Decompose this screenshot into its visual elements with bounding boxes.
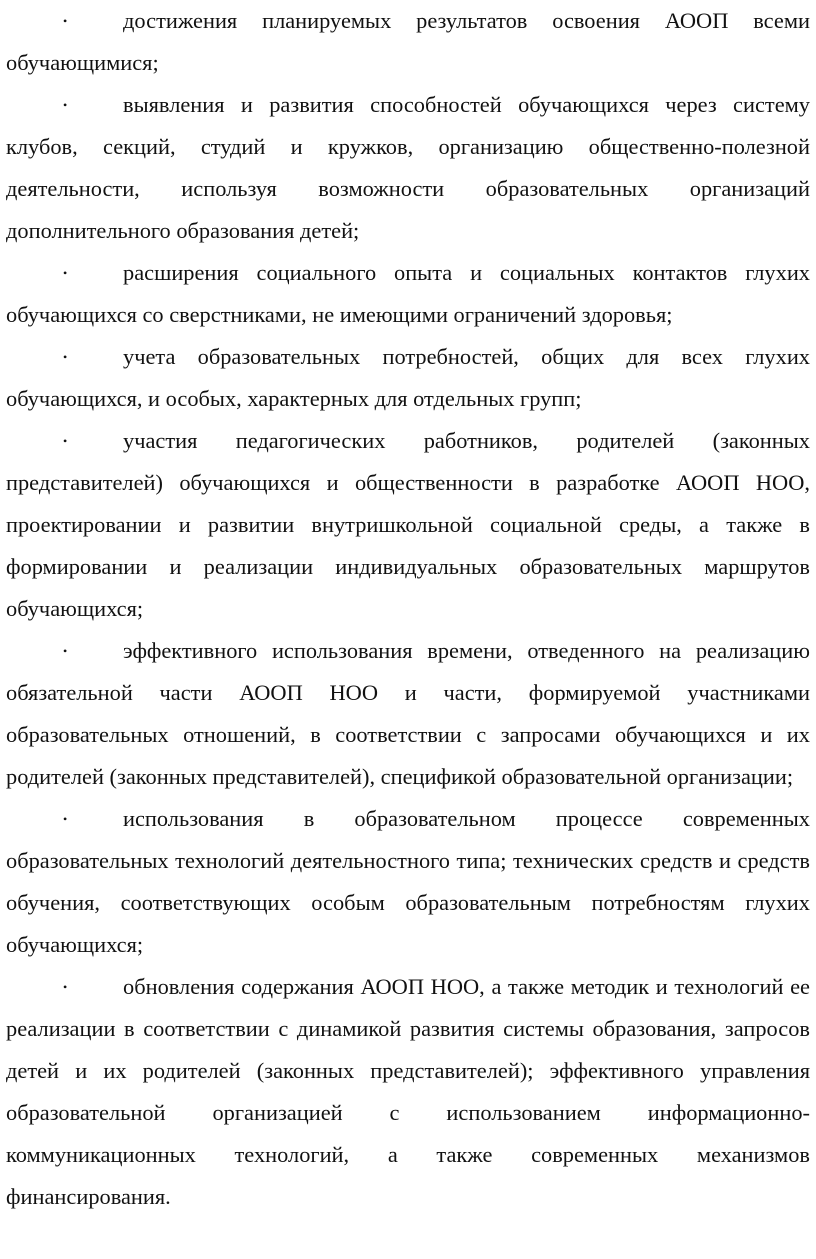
bullet-icon: • <box>63 98 68 112</box>
list-item-text: учета образовательных потребностей, общих для всех глухих обучающихся, и особых, характерных для отдельных групп; <box>6 344 810 411</box>
bullet-icon: • <box>63 434 68 448</box>
bullet-icon: • <box>63 812 68 826</box>
list-item <box>6 630 810 798</box>
list-item <box>6 420 810 630</box>
list-item <box>6 252 810 336</box>
bullet-icon: • <box>63 980 68 994</box>
list-item <box>6 798 810 966</box>
bullet-icon: • <box>63 350 68 364</box>
bullet-icon: • <box>63 266 68 280</box>
list-item <box>6 0 810 84</box>
list-item-text: расширения социального опыта и социальных контактов глухих обучающихся со сверстниками, не имеющими ограничений здоровья; <box>6 260 810 327</box>
list-item-text: участия педагогических работников, родителей (законных представителей) обучающихся и общественности в разработке АООП НОО, проектировании и развитии внутришкольной социальной среды, а также в формировании и реализации индивидуальных образовательных маршрутов обучающихся; <box>6 428 810 621</box>
list-item-text: эффективного использования времени, отведенного на реализацию обязательной части АООП НОО и части, формируемой участниками образовательных отношений, в соответствии с запросами обучающихся и их родителей (законных представителей), спецификой образовательной организации; <box>6 638 810 789</box>
list-item-text: использования в образовательном процессе современных образовательных технологий деятельностного типа; технических средств и средств обучения, соответствующих особым образовательным потребностям глухих обучающихся; <box>6 806 810 957</box>
list-item-text: выявления и развития способностей обучающихся через систему клубов, секций, студий и кружков, организацию общественно-полезной деятельности, используя возможности образовательных организаций дополнительного образования детей; <box>6 92 810 243</box>
list-item <box>6 84 810 252</box>
list-item <box>6 336 810 420</box>
list-item-text: обновления содержания АООП НОО, а также методик и технологий ее реализации в соответствии с динамикой развития системы образования, запросов детей и их родителей (законных представителей); эффективного управления образовательной организацией с использованием информационно-коммуникационных технологий, а также современных механизмов финансирования. <box>6 974 810 1209</box>
list-item-text: достижения планируемых результатов освоения АООП всеми обучающимися; <box>6 8 810 75</box>
bullet-icon: • <box>63 14 68 28</box>
list-item <box>6 966 810 1218</box>
bullet-icon: • <box>63 644 68 658</box>
